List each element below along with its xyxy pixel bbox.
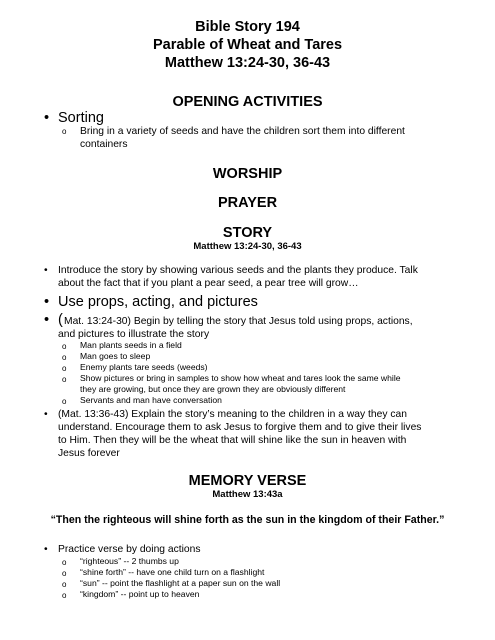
- action-shine-forth: “shine forth” -- have one child turn on a flashlight: [80, 567, 265, 577]
- props-detail-line-2: and pictures to illustrate the story: [58, 329, 210, 340]
- circle-bullet-icon: o: [62, 342, 67, 351]
- practice-bullet: Practice verse by doing actions: [58, 544, 201, 555]
- props-open-paren: (: [58, 312, 63, 328]
- memory-verse-heading: MEMORY VERSE: [188, 473, 307, 489]
- circle-bullet-icon: o: [62, 127, 67, 136]
- circle-bullet-icon: o: [62, 569, 67, 578]
- bullet-icon: •: [44, 294, 50, 310]
- bullet-icon: •: [44, 544, 48, 555]
- story-reference: Matthew 13:24-30, 36-43: [193, 241, 302, 252]
- explain-line-2: understand. Encourage them to ask Jesus to forgive them and to give their lives: [58, 422, 422, 433]
- story-heading: STORY: [222, 225, 273, 241]
- sorting-detail-line-2: containers: [80, 139, 128, 150]
- action-righteous: “righteous” -- 2 thumbs up: [80, 556, 179, 566]
- worship-heading: WORSHIP: [212, 166, 283, 182]
- story-intro-line-1: Introduce the story by showing various seeds and the plants they produce. Talk: [58, 265, 418, 276]
- circle-bullet-icon: o: [62, 591, 67, 600]
- circle-bullet-icon: o: [62, 353, 67, 362]
- bullet-icon: •: [44, 265, 48, 276]
- sorting-bullet: Sorting: [58, 110, 104, 126]
- circle-bullet-icon: o: [62, 375, 67, 384]
- story-title: Parable of Wheat and Tares: [152, 37, 343, 53]
- action-sun: “sun” -- point the flashlight at a paper sun on the wall: [80, 578, 281, 588]
- sub-item-show-pictures-line-1: Show pictures or bring in samples to show how wheat and tares look the same while: [80, 373, 401, 383]
- explain-line-3: to Him. Then they will be the wheat that will shine like the sun in heaven with: [58, 435, 407, 446]
- explain-line-1: (Mat. 13:36-43) Explain the story’s meaning to the children in a way they can: [58, 409, 407, 420]
- sub-item-plant-seeds: Man plants seeds in a field: [80, 340, 182, 350]
- sub-item-show-pictures-line-2: they are growing, but once they are grown they are obviously different: [80, 384, 346, 394]
- scripture-reference-title: Matthew 13:24-30, 36-43: [164, 55, 331, 71]
- props-detail-line-1: Mat. 13:24-30) Begin by telling the story that Jesus told using props, actions,: [64, 316, 413, 327]
- opening-activities-heading: OPENING ACTIVITIES: [172, 94, 323, 110]
- sub-item-enemy: Enemy plants tare seeds (weeds): [80, 362, 208, 372]
- sub-item-sleep: Man goes to sleep: [80, 351, 151, 361]
- prayer-heading: PRAYER: [217, 195, 278, 211]
- memory-verse-reference: Matthew 13:43a: [212, 489, 283, 500]
- bullet-icon: •: [44, 110, 50, 126]
- circle-bullet-icon: o: [62, 580, 67, 589]
- bullet-icon: •: [44, 312, 50, 328]
- action-kingdom: “kingdom” -- point up to heaven: [80, 589, 200, 599]
- circle-bullet-icon: o: [62, 558, 67, 567]
- sub-item-conversation: Servants and man have conversation: [80, 395, 222, 405]
- story-number-title: Bible Story 194: [195, 19, 300, 35]
- sorting-detail-line-1: Bring in a variety of seeds and have the children sort them into different: [80, 126, 405, 137]
- props-bullet: Use props, acting, and pictures: [58, 294, 258, 310]
- circle-bullet-icon: o: [62, 397, 67, 406]
- circle-bullet-icon: o: [62, 364, 67, 373]
- memory-verse-text: “Then the righteous will shine forth as the sun in the kingdom of their Father.”: [50, 514, 445, 526]
- bullet-icon: •: [44, 409, 48, 420]
- story-intro-line-2: about the fact that if you plant a pear seed, a pear tree will grow…: [58, 278, 359, 289]
- explain-line-4: Jesus forever: [58, 448, 120, 459]
